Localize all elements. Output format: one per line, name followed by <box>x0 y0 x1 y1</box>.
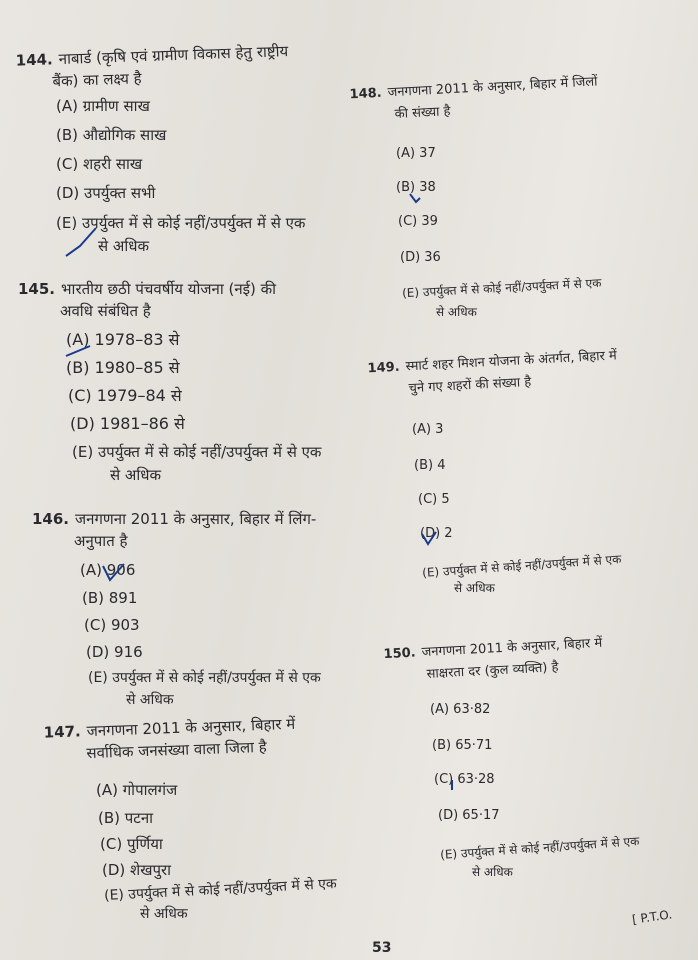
question-text-line1: जनगणना 2011 के अनुसार, बिहार में <box>86 714 296 741</box>
question-150 <box>383 628 697 688</box>
option-a[interactable]: (A) 63·82 <box>430 702 491 717</box>
question-text-line1: जनगणना 2011 के अनुसार, बिहार में लिंग- <box>75 510 317 528</box>
answer-tick-mark <box>100 560 130 584</box>
question-number: 148. <box>349 85 383 103</box>
option-a[interactable]: (A) 1978–83 से <box>66 330 180 349</box>
question-text-line2: अवधि संबंधित है <box>60 302 151 320</box>
option-d[interactable]: (D) 2 <box>420 526 453 541</box>
option-d[interactable]: (D) 1981–86 से <box>70 414 185 433</box>
option-c[interactable]: (C) 5 <box>418 492 450 507</box>
question-text-line1: स्मार्ट शहर मिशन योजना के अंतर्गत, बिहार में <box>405 348 618 375</box>
option-e-line1[interactable]: (E) उपर्युक्त में से कोई नहीं/उपर्युक्त में से एक <box>421 552 622 580</box>
option-e-line1[interactable]: (E) उपर्युक्त में से कोई नहीं/उपर्युक्त में से एक <box>439 834 640 862</box>
question-145 <box>18 278 338 322</box>
option-d[interactable]: (D) 916 <box>86 643 143 661</box>
option-a[interactable]: (A) गोपालगंज <box>96 781 178 799</box>
option-c[interactable]: (C) 1979–84 से <box>68 386 182 405</box>
option-e-line1[interactable]: (E) उपर्युक्त में से कोई नहीं/उपर्युक्त में से एक <box>56 214 306 232</box>
option-a[interactable]: (A) ग्रामीण साख <box>56 97 150 115</box>
option-c[interactable]: (C) 903 <box>84 616 140 634</box>
option-a[interactable]: (A) 906 <box>80 561 136 579</box>
question-text-line1: जनगणना 2011 के अनुसार, बिहार में जिलों <box>387 74 598 101</box>
answer-tick-mark <box>420 530 440 548</box>
question-text-line2: सर्वाधिक जनसंख्या वाला जिला है <box>86 737 268 763</box>
question-text-line2: अनुपात है <box>74 532 128 550</box>
option-e-line2: से अधिक <box>436 305 477 319</box>
question-149 <box>367 342 689 403</box>
answer-tick-mark <box>408 192 424 206</box>
option-a[interactable]: (A) 37 <box>396 146 436 161</box>
option-b[interactable]: (B) पटना <box>98 809 154 827</box>
question-147 <box>43 710 364 765</box>
option-e-line2: से अधिक <box>126 692 174 708</box>
question-text-line1: भारतीय छठी पंचवर्षीय योजना (नई) की <box>61 280 277 298</box>
question-number: 147. <box>43 722 82 742</box>
option-b[interactable]: (B) 4 <box>414 458 446 473</box>
option-e-line2: से अधिक <box>454 581 495 595</box>
option-b[interactable]: (B) 1980–85 से <box>66 358 180 377</box>
question-text-line1: जनगणना 2011 के अनुसार, बिहार में <box>421 635 603 661</box>
option-d[interactable]: (D) उपर्युक्त सभी <box>56 184 156 202</box>
option-d[interactable]: (D) 36 <box>400 250 441 265</box>
option-e-line1[interactable]: (E) उपर्युक्त में से कोई नहीं/उपर्युक्त में से एक <box>72 443 322 461</box>
question-148 <box>349 68 671 129</box>
option-b[interactable]: (B) 891 <box>82 589 138 607</box>
option-c[interactable]: (C) 39 <box>398 214 438 229</box>
option-c[interactable]: (C) शहरी साख <box>56 155 143 173</box>
answer-tick-mark <box>62 222 102 262</box>
option-e-line2: से अधिक <box>472 865 513 879</box>
option-e-line1[interactable]: (E) उपर्युक्त में से कोई नहीं/उपर्युक्त में से एक <box>88 670 321 686</box>
option-b[interactable]: (B) 38 <box>396 180 436 195</box>
option-e-line1[interactable]: (E) उपर्युक्त में से कोई नहीं/उपर्युक्त में से एक <box>401 275 602 301</box>
option-d[interactable]: (D) 65·17 <box>438 808 500 823</box>
question-number: 144. <box>15 50 54 70</box>
pto-label: [ P.T.O. <box>631 907 673 927</box>
question-text-line2: बैंक) का लक्ष्य है <box>52 69 142 91</box>
question-number: 150. <box>383 645 417 663</box>
option-b[interactable]: (B) औद्योगिक साख <box>56 126 167 144</box>
question-146 <box>32 508 352 552</box>
option-c[interactable]: (C) पुर्णिया <box>100 835 163 853</box>
question-number: 149. <box>367 359 401 377</box>
question-text-line2: साक्षरता दर (कुल व्यक्ति) है <box>426 660 559 682</box>
option-c[interactable]: (C) 63·28 <box>434 772 495 787</box>
question-text-line2: चुने गए शहरों की संख्या है <box>408 374 532 397</box>
page-number: 53 <box>372 940 392 956</box>
question-text-line2: की संख्या है <box>394 104 451 123</box>
answer-tick-mark <box>448 778 462 792</box>
option-e-line2: से अधिक <box>110 466 161 484</box>
question-144 <box>15 38 336 93</box>
option-d[interactable]: (D) शेखपुरा <box>102 861 172 879</box>
option-e-line2: से अधिक <box>140 906 188 922</box>
option-e-line2: से अधिक <box>98 237 149 255</box>
option-a[interactable]: (A) 3 <box>412 422 444 437</box>
option-b[interactable]: (B) 65·71 <box>432 738 493 753</box>
question-number: 146. <box>32 510 70 528</box>
answer-tick-mark <box>64 340 94 360</box>
question-text-line1: नाबार्ड (कृषि एवं ग्रामीण विकास हेतु राष्ट्रीय <box>58 42 289 69</box>
question-number: 145. <box>18 280 56 298</box>
option-e-line1[interactable]: (E) उपर्युक्त में से कोई नहीं/उपर्युक्त में से एक <box>103 875 338 905</box>
